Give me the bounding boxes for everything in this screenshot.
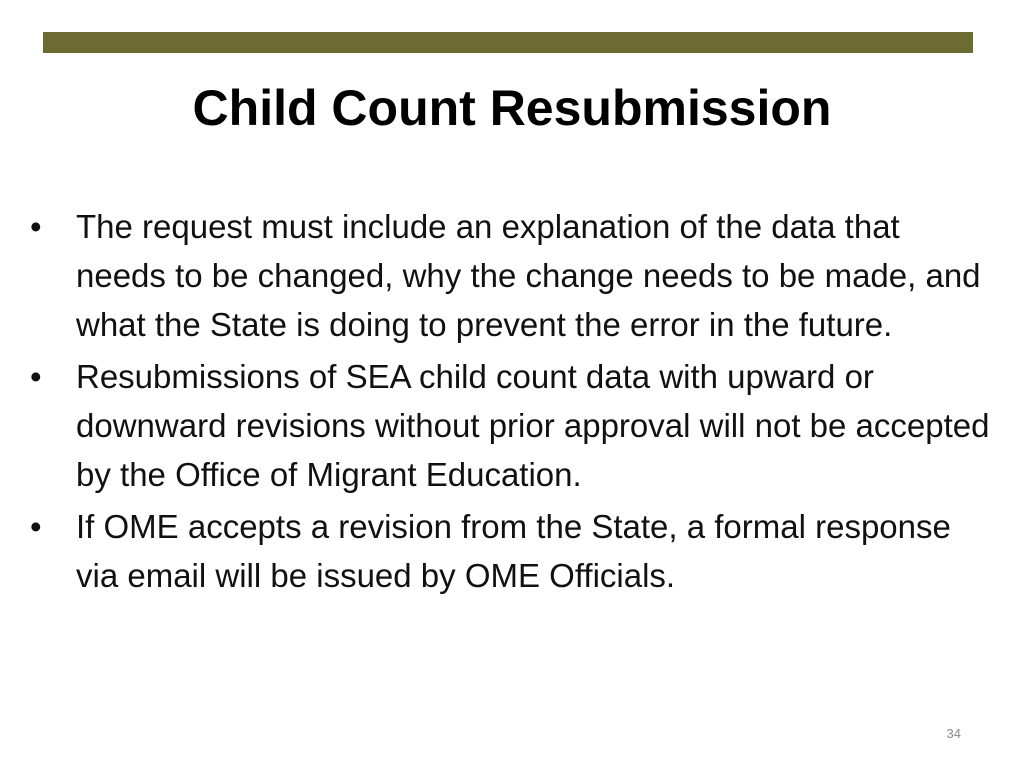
bullet-text: If OME accepts a revision from the State, a formal response via email will be issued by OME Officials. [76,508,951,594]
bullet-icon: • [30,508,42,545]
bullet-item [30,202,990,349]
bullet-item [30,502,990,600]
slide-title: Child Count Resubmission [192,80,832,136]
page-number: 34 [946,726,961,741]
bullet-text: Resubmissions of SEA child count data with upward or downward revisions without prior approval will not be accepted by the Office of Migrant Education. [76,358,990,493]
bullet-icon: • [30,358,42,395]
bullet-list [30,202,990,603]
header-accent-bar [43,32,973,53]
bullet-icon: • [30,208,42,245]
bullet-item [30,352,990,499]
bullet-text: The request must include an explanation of the data that needs to be changed, why the change needs to be made, and what the State is doing to prevent the error in the future. [76,208,981,343]
